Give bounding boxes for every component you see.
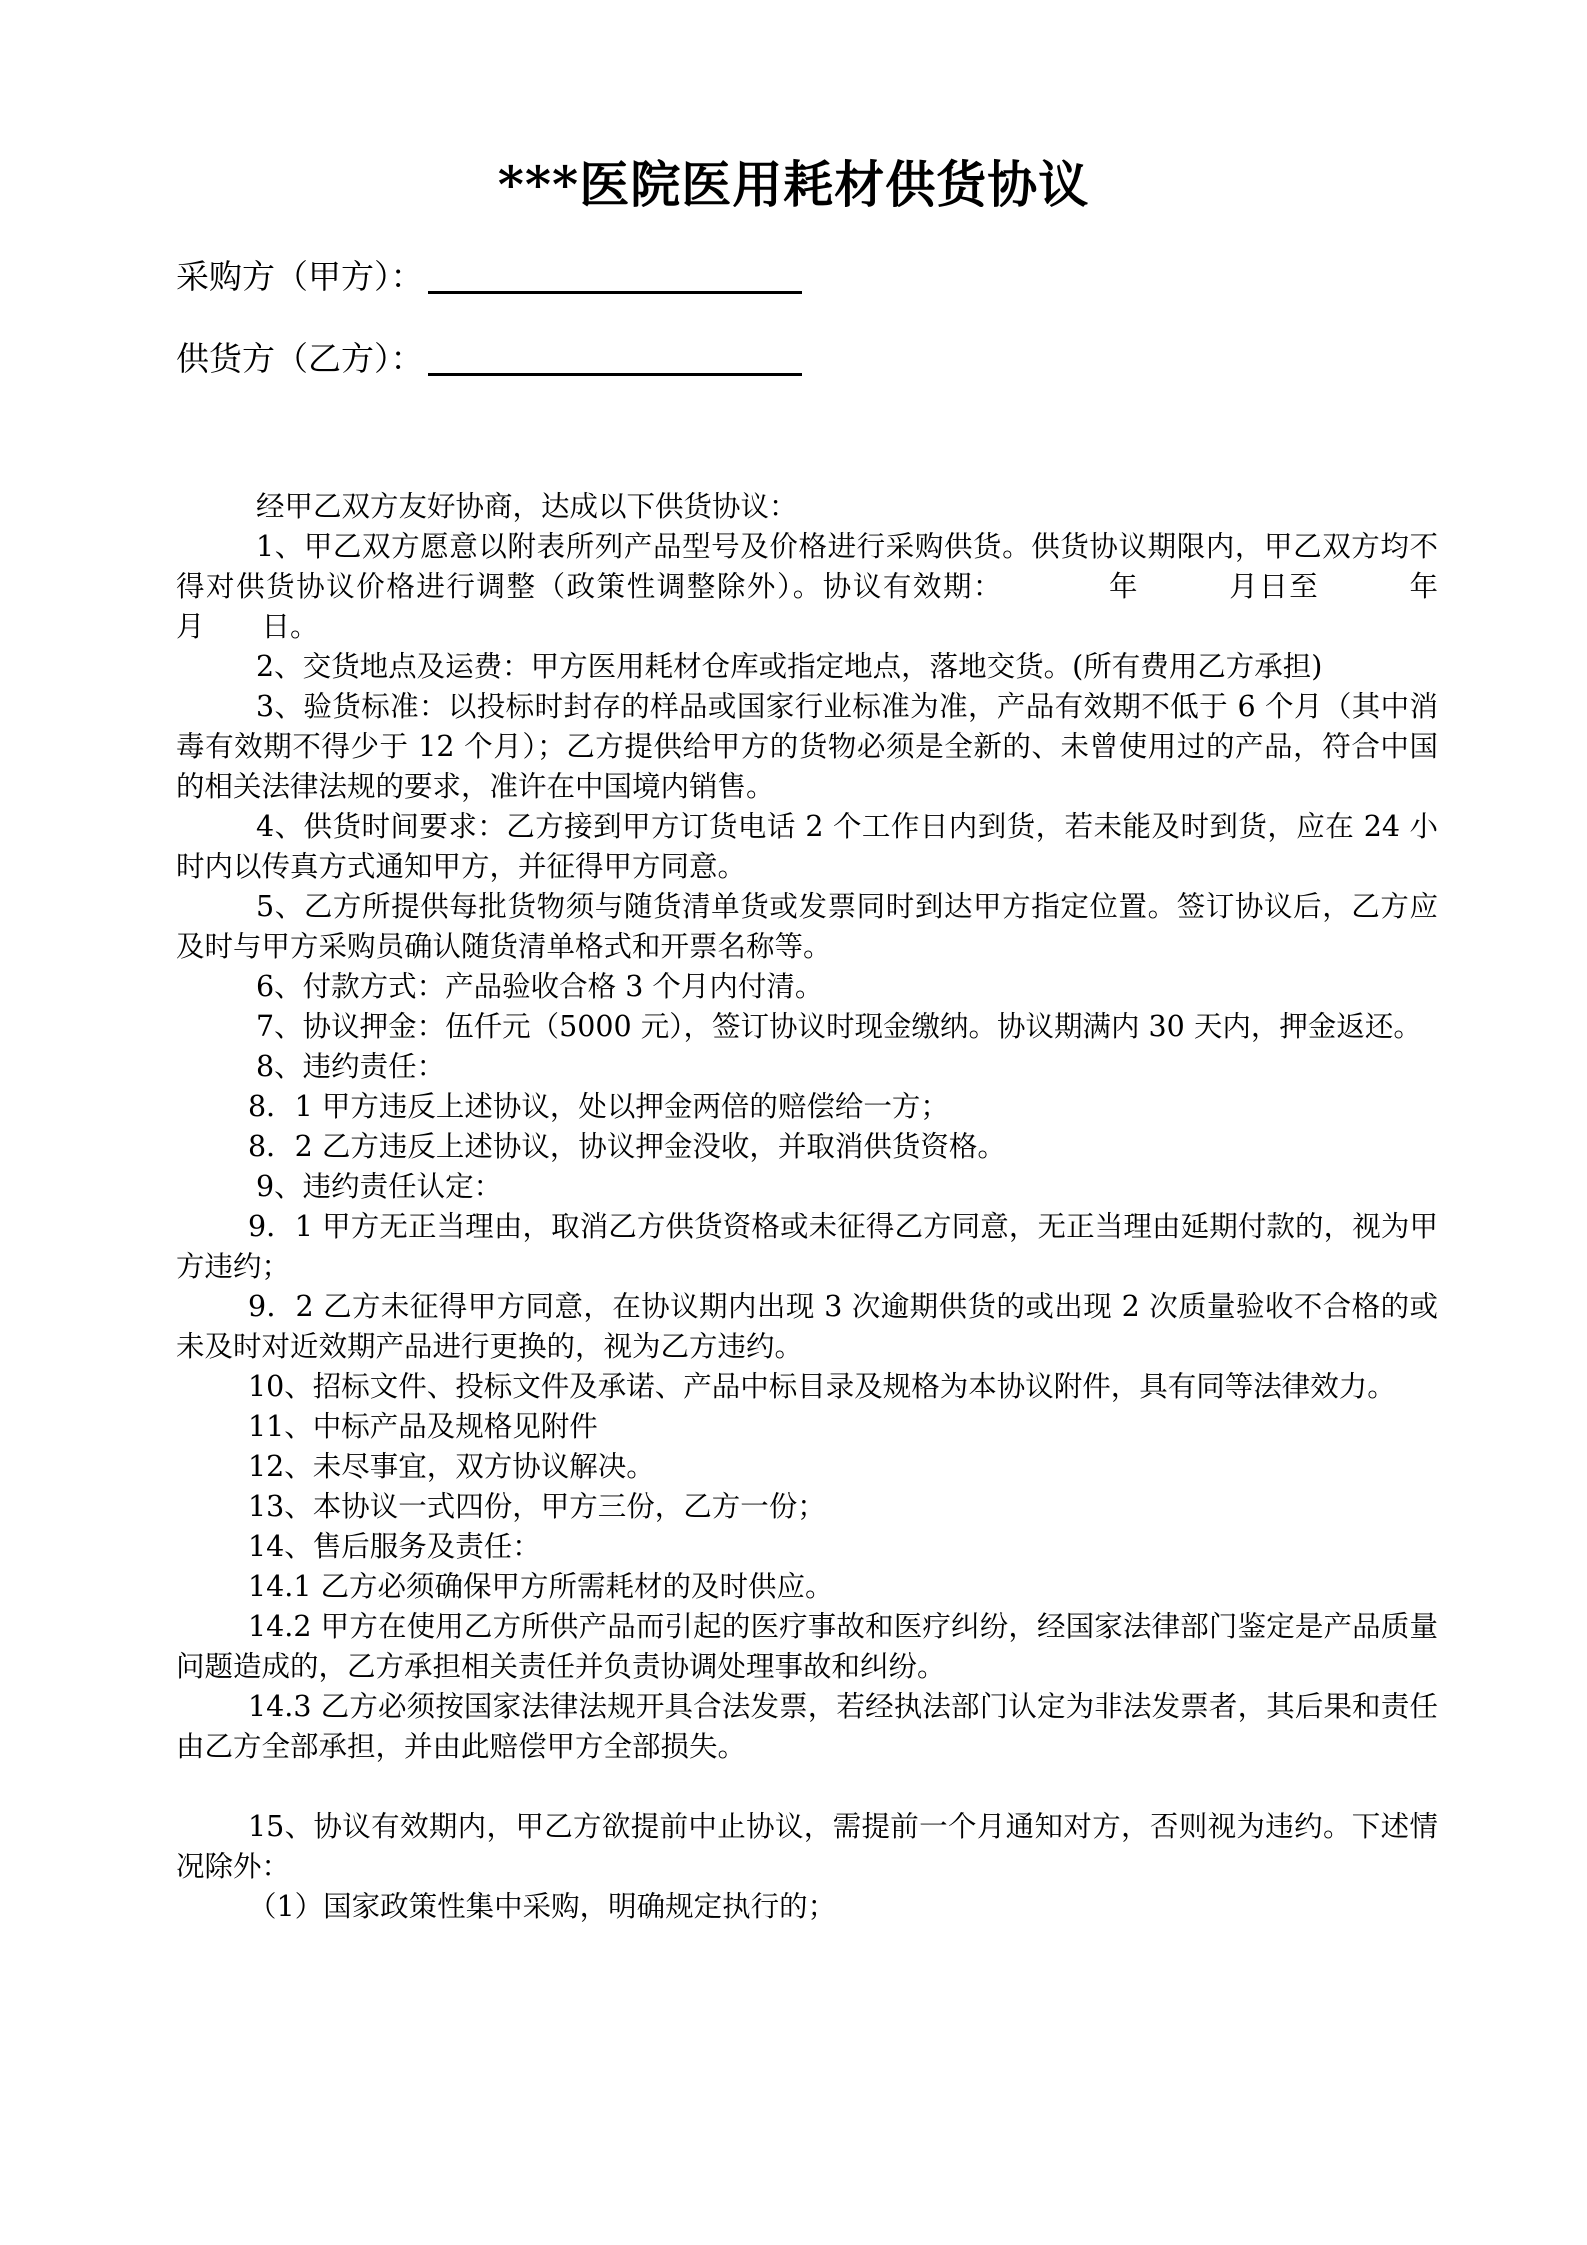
clause-10: 10、招标文件、投标文件及承诺、产品中标目录及规格为本协议附件，具有同等法律效力。 bbox=[248, 1370, 1396, 1403]
clause-15-item-1: （1）国家政策性集中采购，明确规定执行的； bbox=[248, 1890, 837, 1923]
buyer-line bbox=[176, 252, 802, 302]
clause-14-1: 14.1 乙方必须确保甲方所需耗材的及时供应。 bbox=[248, 1570, 834, 1603]
buyer-blank-field bbox=[428, 291, 802, 294]
document-title: ***医院医用耗材供货协议 bbox=[497, 155, 1090, 214]
clause-8: 8、违约责任： bbox=[256, 1050, 446, 1083]
supplier-label: 供货方（乙方）： bbox=[176, 339, 424, 378]
clause-2: 2、交货地点及运费：甲方医用耗材仓库或指定地点，落地交货。(所有费用乙方承担) bbox=[256, 650, 1323, 683]
clause-3: 3、验货标准：以投标时封存的样品或国家行业标准为准，产品有效期不低于 6 个月（其中消毒有效期不得少于 12 个月）；乙方提供给甲方的货物必须是全新的、未曾使用过的产品，符合中国的相关法律法规的要求，准许在中国境内销售。 bbox=[176, 690, 1438, 803]
clause-12: 12、未尽事宜，双方协议解决。 bbox=[248, 1450, 655, 1483]
clause-11: 11、中标产品及规格见附件 bbox=[248, 1410, 598, 1443]
clause-7: 7、协议押金：伍仟元（5000 元），签订协议时现金缴纳。协议期满内 30 天内，押金返还。 bbox=[256, 1010, 1422, 1043]
clause-13: 13、本协议一式四份，甲方三份，乙方一份； bbox=[248, 1490, 826, 1523]
clause-14: 14、售后服务及责任： bbox=[248, 1530, 541, 1563]
clause-1: 1、甲乙双方愿意以附表所列产品型号及价格进行采购供货。供货协议期限内，甲乙双方均不得对供货协议价格进行调整（政策性调整除外）。协议有效期： 年 月日至 年 月 日。 bbox=[176, 530, 1496, 643]
agreement-body bbox=[176, 487, 1496, 1927]
clause-8-1: 8．1 甲方违反上述协议，处以押金两倍的赔偿给一方； bbox=[248, 1090, 949, 1123]
supplier-line bbox=[176, 334, 802, 384]
clause-6: 6、付款方式：产品验收合格 3 个月内付清。 bbox=[256, 970, 824, 1003]
clause-9-1: 9．1 甲方无正当理由，取消乙方供货资格或未征得乙方同意，无正当理由延期付款的，视为甲方违约； bbox=[176, 1210, 1438, 1283]
clause-14-2: 14.2 甲方在使用乙方所供产品而引起的医疗事故和医疗纠纷，经国家法律部门鉴定是产品质量问题造成的，乙方承担相关责任并负责协调处理事故和纠纷。 bbox=[176, 1610, 1438, 1683]
clause-4: 4、供货时间要求：乙方接到甲方订货电话 2 个工作日内到货，若未能及时到货，应在 24 小时内以传真方式通知甲方，并征得甲方同意。 bbox=[176, 810, 1438, 883]
intro-paragraph: 经甲乙双方友好协商，达成以下供货协议： bbox=[256, 490, 798, 523]
buyer-label: 采购方（甲方）： bbox=[176, 257, 424, 296]
clause-14-3: 14.3 乙方必须按国家法律法规开具合法发票，若经执法部门认定为非法发票者，其后果和责任由乙方全部承担，并由此赔偿甲方全部损失。 bbox=[176, 1690, 1438, 1763]
clause-5: 5、乙方所提供每批货物须与随货清单货或发票同时到达甲方指定位置。签订协议后，乙方应及时与甲方采购员确认随货清单格式和开票名称等。 bbox=[176, 890, 1438, 963]
supplier-blank-field bbox=[428, 373, 802, 376]
clause-8-2: 8．2 乙方违反上述协议，协议押金没收，并取消供货资格。 bbox=[248, 1130, 1006, 1163]
clause-9-2: 9．2 乙方未征得甲方同意，在协议期内出现 3 次逾期供货的或出现 2 次质量验收不合格的或未及时对近效期产品进行更换的，视为乙方违约。 bbox=[176, 1290, 1438, 1363]
clause-9: 9、违约责任认定： bbox=[256, 1170, 503, 1203]
clause-15: 15、协议有效期内，甲乙方欲提前中止协议，需提前一个月通知对方，否则视为违约。下述情况除外： bbox=[176, 1810, 1438, 1883]
